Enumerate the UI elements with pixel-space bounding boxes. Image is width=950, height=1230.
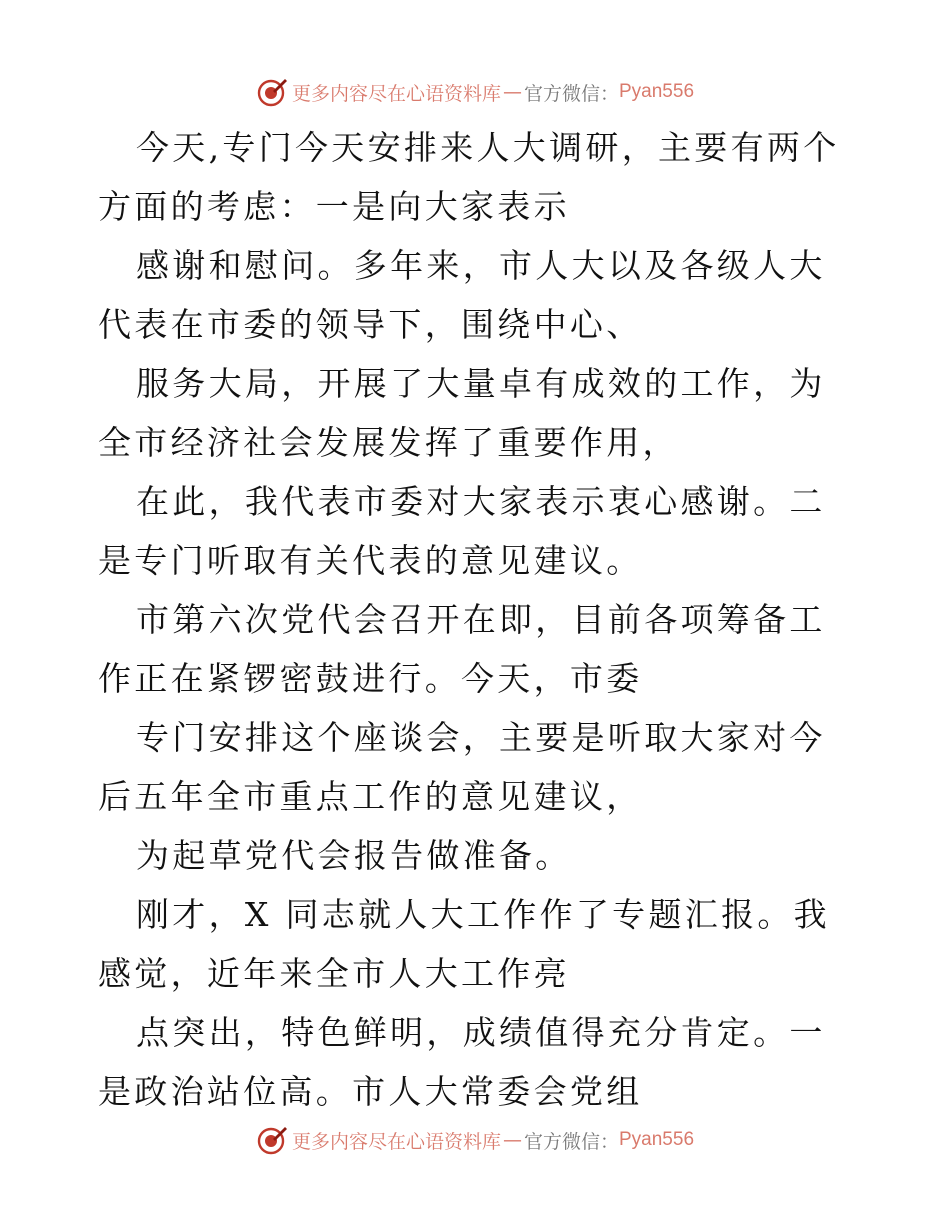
pen-circle-logo-icon: [256, 1124, 288, 1156]
watermark-id: Pyan556: [619, 81, 695, 102]
paragraph: 今天,专门今天安排来人大调研，主要有两个方面的考虑：一是向大家表示: [98, 128, 840, 226]
paragraph: 刚才，X 同志就人大工作作了专题汇报。我感觉，近年来全市人大工作亮: [98, 895, 830, 993]
watermark-label: 官方微信：: [523, 1130, 619, 1153]
watermark-separator: —: [502, 81, 522, 103]
watermark-id: Pyan556: [619, 1129, 695, 1150]
watermark-text: 更多内容尽在心语资料库: [291, 1130, 501, 1153]
paragraph: 感谢和慰问。多年来，市人大以及各级人大代表在市委的领导下，围绕中心、: [98, 246, 826, 344]
watermark-label: 官方微信：: [523, 82, 619, 105]
watermark-text: 更多内容尽在心语资料库: [291, 82, 501, 105]
document-body: [98, 118, 858, 1121]
paragraph: 专门安排这个座谈会，主要是听取大家对今后五年全市重点工作的意见建议，: [98, 718, 826, 816]
paragraph: 服务大局，开展了大量卓有成效的工作，为全市经济社会发展发挥了重要作用，: [98, 364, 826, 462]
header-watermark: [0, 72, 950, 112]
watermark-separator: —: [502, 1129, 522, 1151]
pen-circle-logo-icon: [256, 76, 288, 108]
paragraph: 为起草党代会报告做准备。: [136, 836, 572, 875]
paragraph: 市第六次党代会召开在即，目前各项筹备工作正在紧锣密鼓进行。今天，市委: [98, 600, 826, 698]
footer-watermark: [0, 1120, 950, 1160]
paragraph: 点突出，特色鲜明，成绩值得充分肯定。一是政治站位高。市人大常委会党组: [98, 1013, 826, 1111]
paragraph: 在此，我代表市委对大家表示衷心感谢。二是专门听取有关代表的意见建议。: [98, 482, 826, 580]
